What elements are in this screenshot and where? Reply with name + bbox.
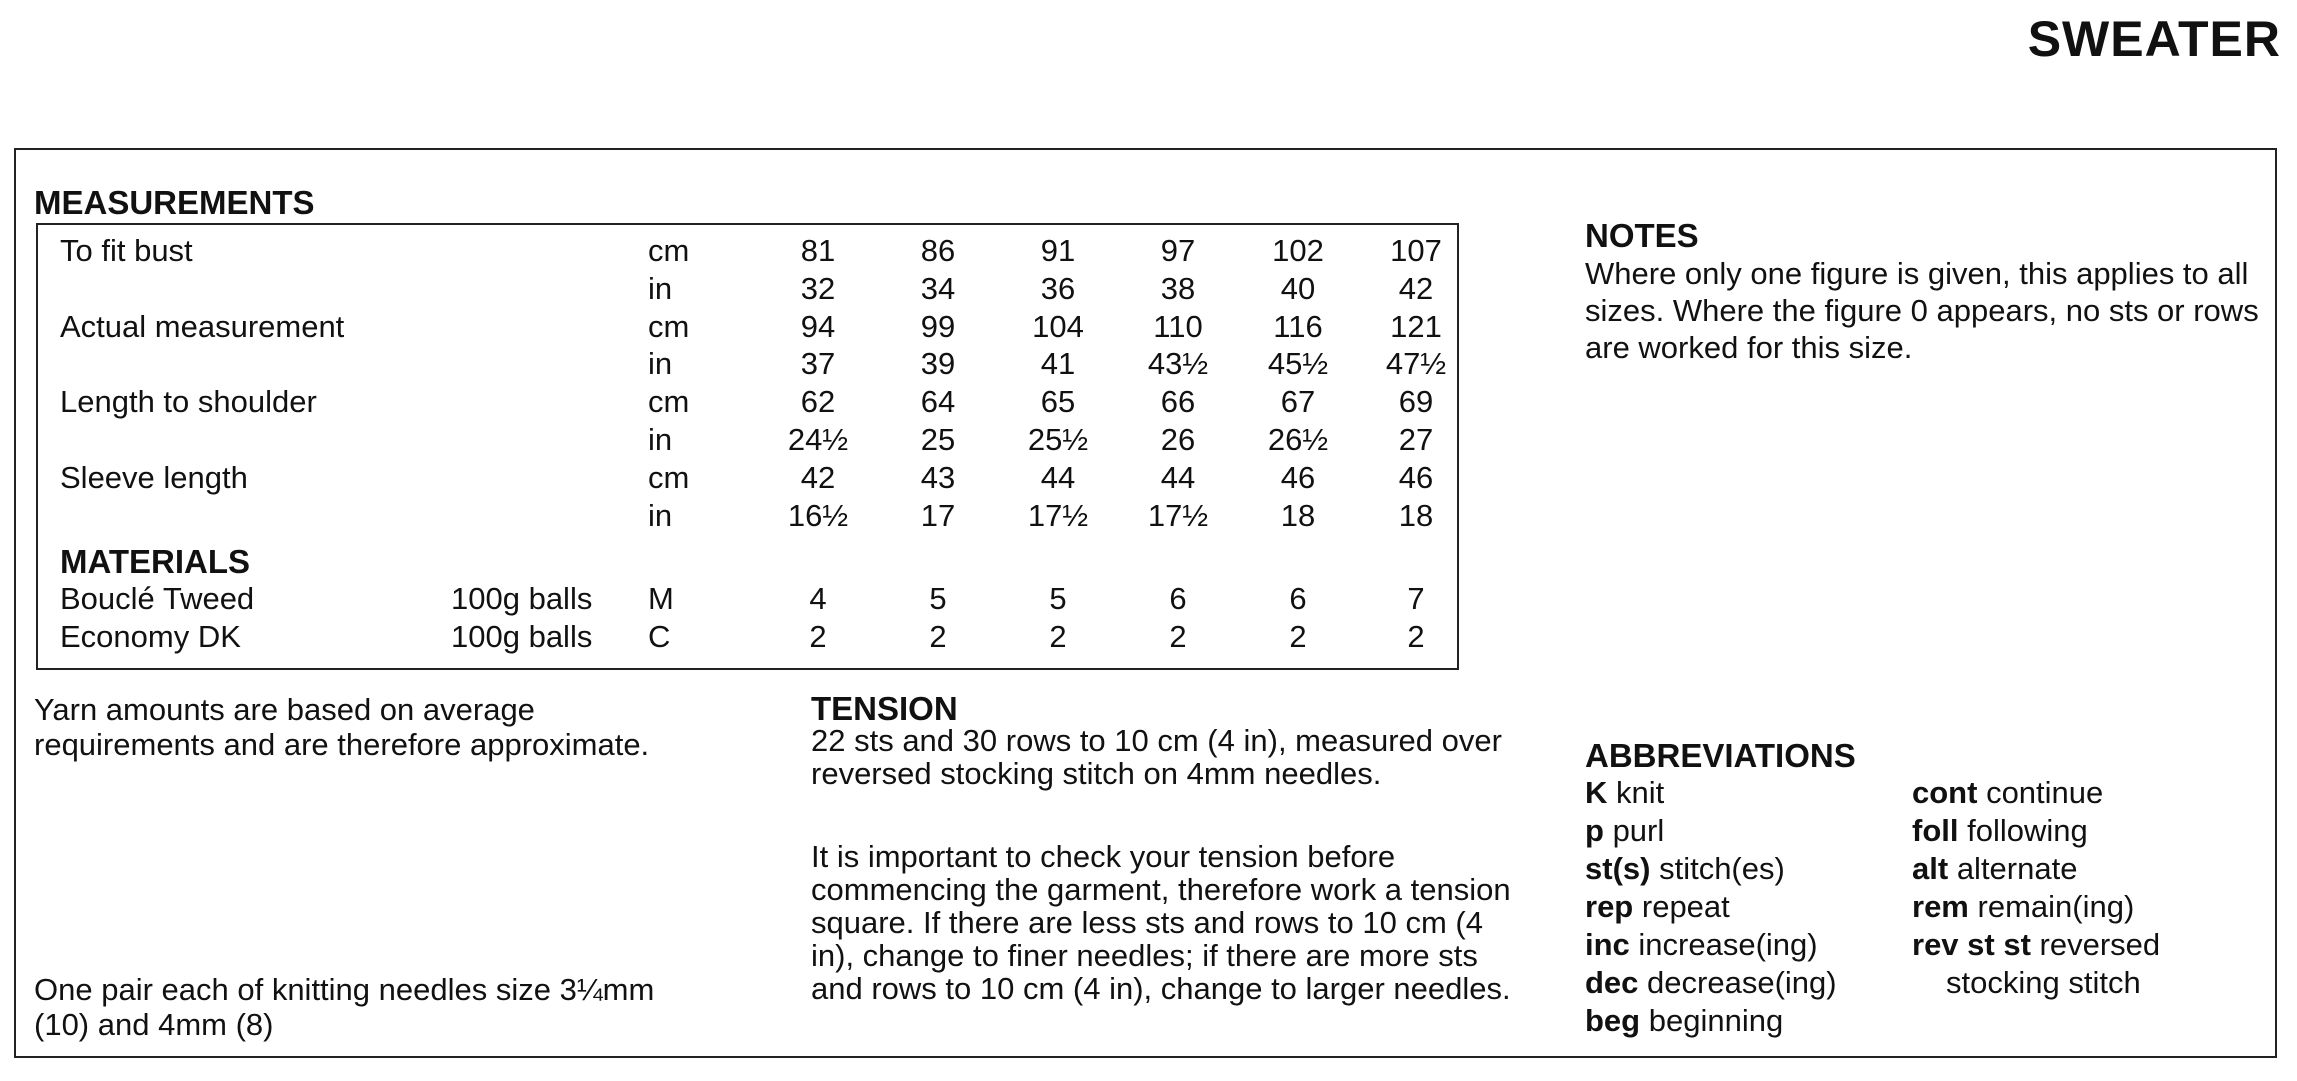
abbreviation-meaning: purl xyxy=(1612,813,1665,848)
abbreviation-meaning: reversed xyxy=(2039,927,2161,962)
size-value: 17 xyxy=(920,497,956,533)
size-value: 24½ xyxy=(787,422,849,457)
size-value: 18 xyxy=(1280,497,1316,533)
ball-count: 2 xyxy=(1049,619,1067,654)
size-value: 41 xyxy=(1040,346,1076,382)
size-value: 45½ xyxy=(1267,346,1329,382)
size-value: 104 xyxy=(1032,308,1084,344)
size-value: 86 xyxy=(920,233,956,268)
size-value: 99 xyxy=(920,308,956,344)
size-value: 64 xyxy=(920,384,956,420)
size-value: 26 xyxy=(1160,422,1196,457)
measurement-label: To fit bust xyxy=(60,233,193,268)
abbreviation-meaning: continue xyxy=(1986,775,2104,810)
yarn-code: M xyxy=(648,581,674,616)
size-value: 26½ xyxy=(1267,422,1329,457)
yarn-code: C xyxy=(648,619,671,654)
abbreviation-item xyxy=(1585,926,1837,964)
abbreviation-term: beg xyxy=(1585,1003,1641,1038)
abbreviation-item xyxy=(1585,812,1837,850)
size-value: 43½ xyxy=(1147,346,1209,382)
tension-paragraph-1: 22 sts and 30 rows to 10 cm (4 in), measured over reversed stocking stitch on 4mm needles. xyxy=(811,723,1502,791)
abbreviations-right-list xyxy=(1912,774,2160,1002)
ball-count: 6 xyxy=(1289,581,1307,616)
abbreviation-term: dec xyxy=(1585,965,1639,1000)
size-value: 102 xyxy=(1272,233,1324,268)
abbreviation-term: p xyxy=(1585,813,1604,848)
abbreviation-term: alt xyxy=(1912,851,1949,886)
size-value: 97 xyxy=(1160,233,1196,268)
size-value: 42 xyxy=(1398,270,1434,306)
ball-count: 4 xyxy=(809,581,827,616)
ball-count: 2 xyxy=(1407,619,1425,654)
unit-label: cm xyxy=(648,384,690,420)
size-value: 121 xyxy=(1390,308,1442,344)
size-table xyxy=(36,223,1459,670)
abbreviation-item xyxy=(1585,964,1837,1002)
measurement-label: Actual measurement xyxy=(60,308,345,344)
size-value: 66 xyxy=(1160,384,1196,420)
abbreviation-meaning: beginning xyxy=(1648,1003,1784,1038)
abbreviation-item xyxy=(1585,850,1837,888)
abbreviation-meaning: knit xyxy=(1616,775,1665,810)
materials-heading: MATERIALS xyxy=(60,543,251,580)
size-value: 44 xyxy=(1040,459,1076,495)
ball-count: 7 xyxy=(1407,581,1425,616)
material-label: Economy DK xyxy=(60,619,241,654)
ball-count: 2 xyxy=(1289,619,1307,654)
size-value: 81 xyxy=(800,233,836,268)
abbreviation-term: inc xyxy=(1585,927,1630,962)
size-value: 62 xyxy=(800,384,836,420)
abbreviations-left-list xyxy=(1585,774,1837,1040)
size-value: 44 xyxy=(1160,459,1196,495)
ball-count: 2 xyxy=(809,619,827,654)
abbreviation-meaning: repeat xyxy=(1641,889,1730,924)
size-value: 25 xyxy=(920,422,956,457)
size-value: 107 xyxy=(1390,233,1442,268)
size-value: 17½ xyxy=(1027,497,1089,533)
size-value: 37 xyxy=(800,346,836,382)
abbreviation-term: rep xyxy=(1585,889,1634,924)
notes-heading: NOTES xyxy=(1585,217,1699,254)
material-label: Bouclé Tweed xyxy=(60,581,255,616)
size-value: 25½ xyxy=(1027,422,1089,457)
abbreviation-term: rem xyxy=(1912,889,1969,924)
size-value: 94 xyxy=(800,308,836,344)
size-value: 110 xyxy=(1153,308,1203,344)
measurement-label: Length to shoulder xyxy=(60,384,317,420)
abbreviation-meaning: stitch(es) xyxy=(1659,851,1785,886)
unit-label: cm xyxy=(648,308,690,344)
material-quantity: 100g balls xyxy=(451,619,593,654)
measurements-heading: MEASUREMENTS xyxy=(34,184,315,221)
abbreviation-meaning: remain(ing) xyxy=(1977,889,2135,924)
abbreviation-term: rev st st xyxy=(1912,927,2031,962)
size-value: 38 xyxy=(1160,270,1196,306)
abbreviation-item xyxy=(1912,888,2160,926)
abbreviation-term: foll xyxy=(1912,813,1959,848)
tension-heading: TENSION xyxy=(811,690,958,727)
size-value: 65 xyxy=(1040,384,1076,420)
needles-note: One pair each of knitting needles size 3¼mm (10) and 4mm (8) xyxy=(34,972,655,1042)
size-value: 47½ xyxy=(1385,346,1447,382)
unit-label: in xyxy=(648,270,673,306)
abbreviation-term: K xyxy=(1585,775,1608,810)
size-value: 34 xyxy=(920,270,956,306)
unit-label: in xyxy=(648,346,673,382)
size-value: 17½ xyxy=(1147,497,1209,533)
abbreviation-meaning: following xyxy=(1967,813,2088,848)
abbreviation-item xyxy=(1912,850,2160,888)
material-quantity: 100g balls xyxy=(451,581,593,616)
size-value: 36 xyxy=(1040,270,1076,306)
page-title: SWEATER xyxy=(2027,11,2281,67)
abbreviation-item xyxy=(1912,774,2160,812)
abbreviation-item xyxy=(1912,964,2160,1002)
abbreviation-item xyxy=(1585,1002,1837,1040)
size-value: 91 xyxy=(1040,233,1076,268)
size-value: 16½ xyxy=(787,497,849,533)
abbreviation-item xyxy=(1912,926,2160,964)
ball-count: 5 xyxy=(1049,581,1067,616)
ball-count: 6 xyxy=(1169,581,1187,616)
unit-label: cm xyxy=(648,459,690,495)
yarn-note: Yarn amounts are based on average requirements and are therefore approximate. xyxy=(34,692,650,762)
abbreviation-meaning: increase(ing) xyxy=(1638,927,1818,962)
size-value: 116 xyxy=(1273,308,1323,344)
size-value: 46 xyxy=(1398,459,1434,495)
unit-label: in xyxy=(648,422,673,457)
size-value: 67 xyxy=(1280,384,1316,420)
size-value: 46 xyxy=(1280,459,1316,495)
unit-label: in xyxy=(648,497,673,533)
size-value: 42 xyxy=(800,459,836,495)
size-value: 39 xyxy=(920,346,956,382)
abbreviation-meaning: decrease(ing) xyxy=(1647,965,1837,1000)
size-value: 69 xyxy=(1398,384,1434,420)
notes-text: Where only one figure is given, this applies to all sizes. Where the figure 0 appears, no sts or rows are worked for this size. xyxy=(1585,256,2259,365)
abbreviation-item xyxy=(1585,888,1837,926)
ball-count: 2 xyxy=(1169,619,1187,654)
size-value: 43 xyxy=(920,459,956,495)
ball-count: 2 xyxy=(929,619,947,654)
ball-count: 5 xyxy=(929,581,947,616)
tension-paragraph-2: It is important to check your tension before commencing the garment, therefore work a tension square. If there are less sts and rows to 10 cm (4 in), change to finer needles; if there are more sts and rows to 10 cm (4 in), change to larger needles. xyxy=(811,839,1511,1006)
size-value: 27 xyxy=(1398,422,1434,457)
abbreviation-item xyxy=(1585,774,1837,812)
size-value: 18 xyxy=(1398,497,1434,533)
unit-label: cm xyxy=(648,233,690,268)
abbreviations-heading: ABBREVIATIONS xyxy=(1585,737,1856,774)
measurement-label: Sleeve length xyxy=(60,459,248,495)
size-value: 40 xyxy=(1280,270,1316,306)
abbreviation-meaning: stocking stitch xyxy=(1946,965,2141,1000)
abbreviation-meaning: alternate xyxy=(1956,851,2078,886)
abbreviation-term: st(s) xyxy=(1585,851,1651,886)
abbreviation-term: cont xyxy=(1912,775,1978,810)
size-value: 32 xyxy=(800,270,836,306)
abbreviation-item xyxy=(1912,812,2160,850)
